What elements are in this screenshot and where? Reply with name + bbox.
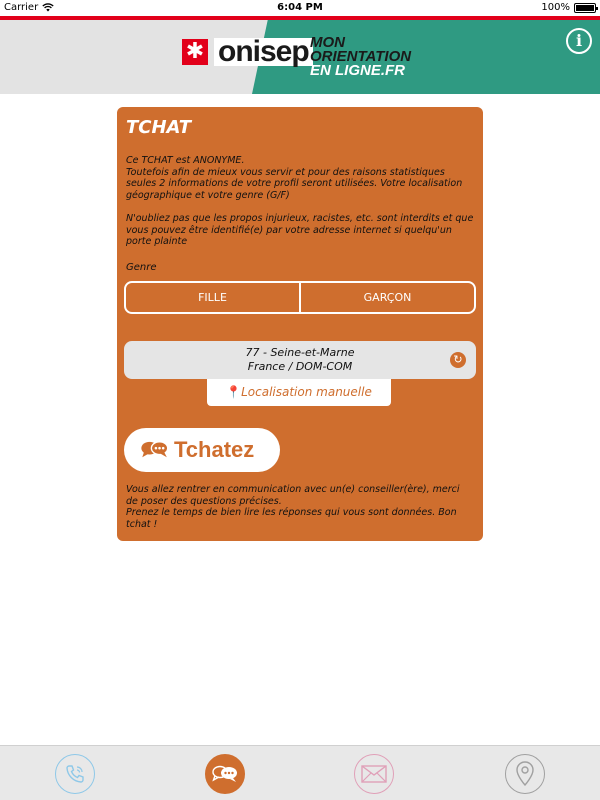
outro-text: [126, 484, 474, 530]
mail-icon: [361, 765, 387, 783]
tchatez-button[interactable]: [124, 428, 280, 472]
status-time: 6:04 PM: [277, 2, 323, 13]
battery-percentage: 100%: [541, 2, 570, 13]
refresh-location-icon[interactable]: ↻: [450, 352, 466, 368]
phone-icon: [64, 763, 86, 785]
location-display: [124, 341, 476, 379]
location-pin-icon: [515, 761, 535, 787]
gender-option-fille[interactable]: FILLE: [198, 291, 227, 304]
onisep-logo: [182, 35, 313, 68]
manual-location-button[interactable]: [207, 379, 391, 406]
warning-text: N'oubliez pas que les propos injurieux, racistes, etc. sont interdits et que vous pouvez être identifié(e) par votre adresse internet si quelqu'un porte plainte: [126, 213, 474, 247]
intro-line2: Toutefois afin de mieux vous servir et pour des raisons statistiques seules 2 informations de votre profil seront utilisées. Votre localisation géographique et votre genre (G/F): [126, 166, 463, 201]
location-region: France / DOM-COM: [247, 360, 353, 373]
bottom-tab-bar: [0, 745, 600, 800]
status-bar: [0, 0, 600, 16]
outro-line2: Prenez le temps de bien lire les réponses qui vous sont données. Bon tchat !: [126, 507, 457, 530]
battery-icon: [574, 3, 596, 13]
location-department: 77 - Seine-et-Marne: [245, 346, 355, 359]
tagline-line3: EN LIGNE.FR: [310, 62, 406, 79]
genre-label: Genre: [126, 262, 157, 273]
intro-text: [126, 155, 474, 201]
tagline-line2: ORIENTATION: [310, 48, 412, 65]
tab-location[interactable]: [505, 754, 545, 794]
carrier-label: Carrier: [4, 2, 39, 13]
header-tagline: [310, 36, 411, 78]
intro-line1: Ce TCHAT est ANONYME.: [126, 155, 245, 166]
outro-line1: Vous allez rentrer en communication avec un(e) conseiller(ère), merci de poser des questions précises.: [126, 484, 460, 507]
card-title: TCHAT: [126, 117, 192, 138]
app-header: [0, 20, 600, 94]
gender-toggle: [124, 281, 476, 314]
battery-info: [541, 2, 596, 13]
chat-icon: [211, 763, 239, 785]
tchatez-label: Tchatez: [174, 437, 255, 462]
tchat-card: [117, 107, 483, 541]
tab-mail[interactable]: [354, 754, 394, 794]
tab-chat[interactable]: [205, 754, 245, 794]
logo-text: onisep: [214, 38, 313, 66]
gender-option-garcon[interactable]: GARÇON: [299, 283, 474, 312]
tab-phone[interactable]: [55, 754, 95, 794]
info-icon[interactable]: i: [566, 28, 592, 54]
manual-location-label: Localisation manuelle: [241, 385, 372, 399]
chat-bubbles-icon: [140, 440, 170, 460]
onisep-asterisk-icon: ✱: [182, 39, 208, 65]
location-pin-icon: 📍: [226, 385, 242, 399]
tagline-line1: MON: [310, 34, 345, 51]
